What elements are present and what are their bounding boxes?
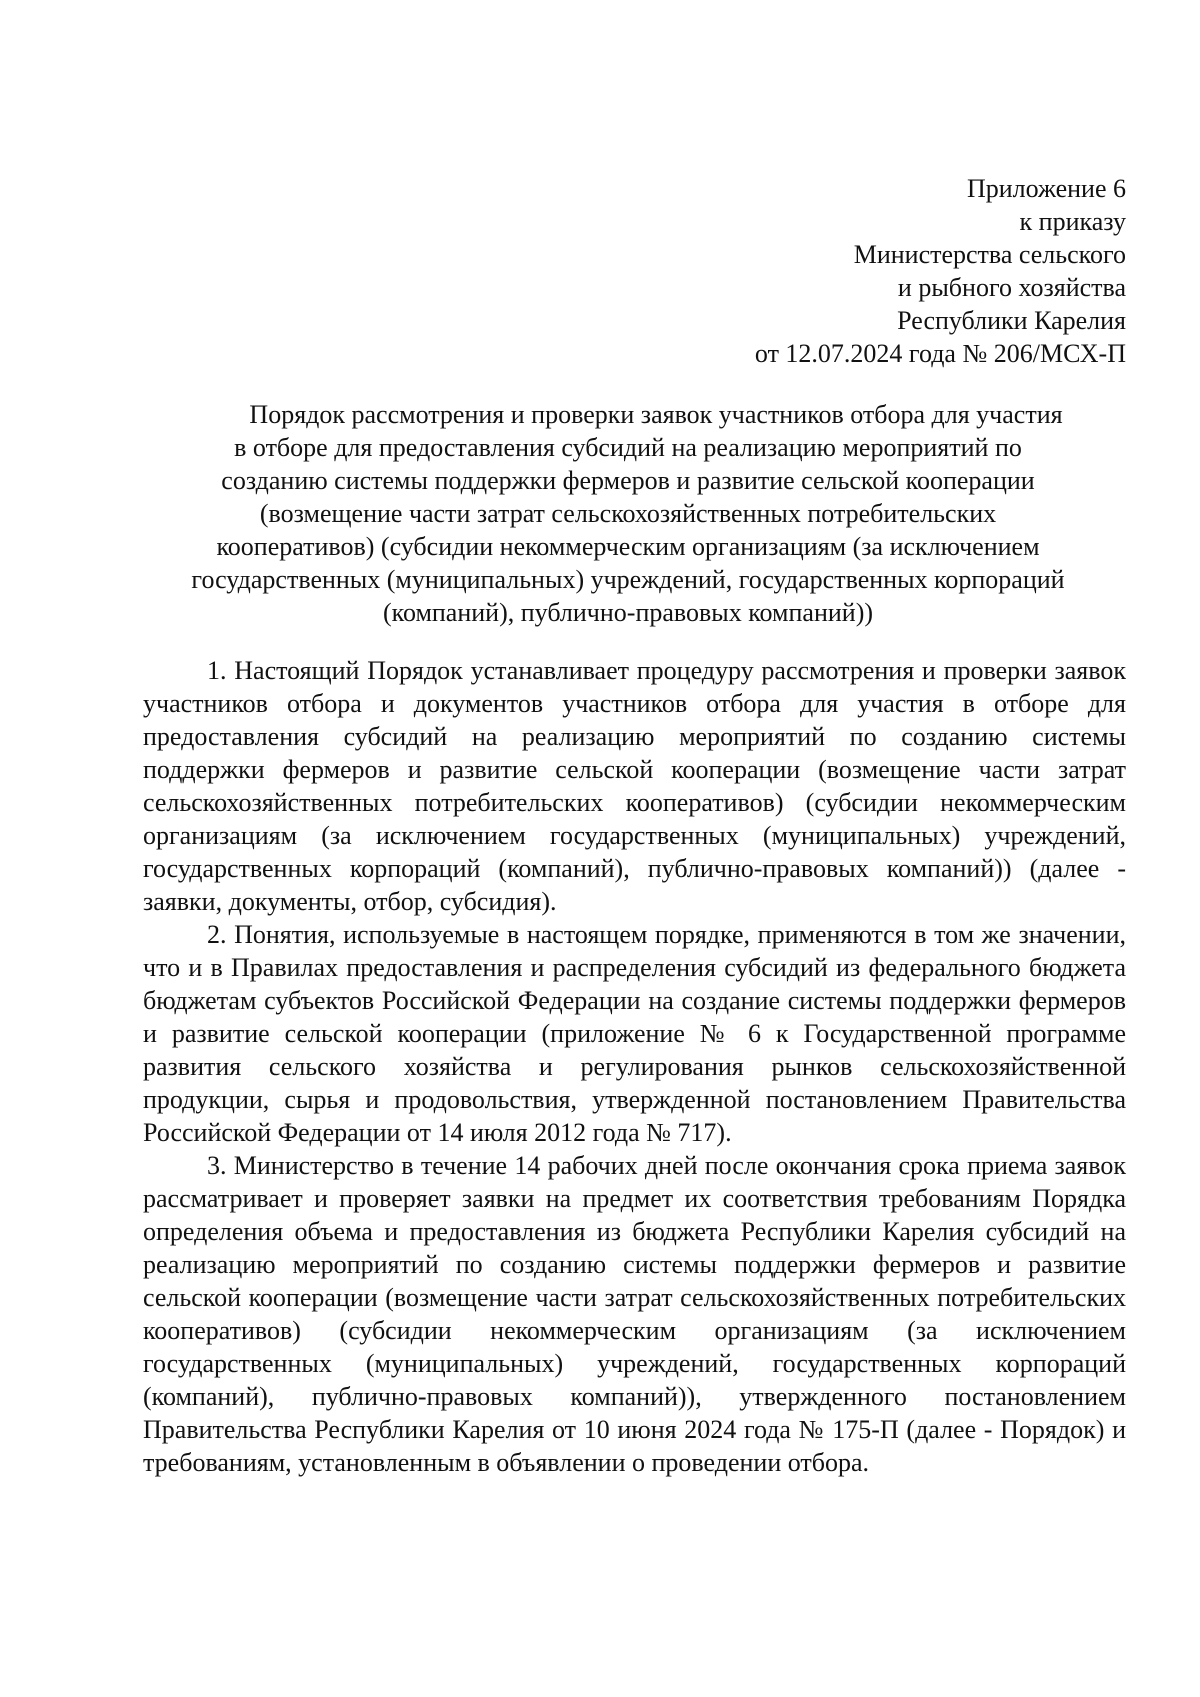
appendix-order-ref: к приказу	[1019, 207, 1126, 236]
appendix-republic: Республики Карелия	[897, 306, 1126, 335]
paragraph-3: 3. Министерство в течение 14 рабочих дней после окончания срока приема заявок рассматривает и проверяет заявки на предмет их соответствия требованиям Порядка определения объема и предоставления из бюджета Республики Карелия субсидий на реализацию мероприятий по созданию системы поддержки фермеров и развитие сельской кооперации (возмещение части затрат сельскохозяйственных потребительских кооперативов) (субсидии некоммерческим организациям (за исключением государственных (муниципальных) учреждений, государственных корпораций (компаний), публично-правовых компаний)), утвержденного постановлением Правительства Республики Карелия от 10 июня 2024 года № 175-П (далее - Порядок) и требованиям, установленным в объявлении о проведении отбора.	[143, 1151, 1126, 1477]
document-title	[130, 398, 1126, 629]
title-line: государственных (муниципальных) учреждений, государственных корпораций	[191, 565, 1065, 594]
appendix-order-date: от 12.07.2024 года № 206/МСХ-П	[754, 339, 1126, 368]
appendix-ministry-line-1: Министерства сельского	[853, 240, 1126, 269]
appendix-ministry-line-2: и рыбного хозяйства	[897, 273, 1126, 302]
title-line: кооперативов) (субсидии некоммерческим организациям (за исключением	[216, 532, 1040, 561]
title-line: (возмещение части затрат сельскохозяйственных потребительских	[259, 499, 997, 528]
appendix-header	[600, 172, 1126, 370]
title-line: в отборе для предоставления субсидий на реализацию мероприятий по	[234, 433, 1022, 462]
appendix-number: Приложение 6	[966, 174, 1126, 203]
paragraph-1: 1. Настоящий Порядок устанавливает процедуру рассмотрения и проверки заявок участников отбора и документов участников отбора для участия в отборе для предоставления субсидий на реализацию мероприятий по созданию системы поддержки фермеров и развитие сельской кооперации (возмещение части затрат сельскохозяйственных потребительских кооперативов) (субсидии некоммерческим организациям (за исключением государственных (муниципальных) учреждений, государственных корпораций (компаний), публично-правовых компаний)) (далее - заявки, документы, отбор, субсидия).	[143, 656, 1126, 916]
title-line: (компаний), публично-правовых компаний))	[382, 598, 874, 627]
document-body	[143, 654, 1126, 1479]
title-line: Порядок рассмотрения и проверки заявок участников отбора для участия	[249, 400, 1063, 429]
paragraph-2: 2. Понятия, используемые в настоящем порядке, применяются в том же значении, что и в Правилах предоставления и распределения субсидий из федерального бюджета бюджетам субъектов Российской Федерации на создание системы поддержки фермеров и развитие сельской кооперации (приложение № 6 к Государственной программе развития сельского хозяйства и регулирования рынков сельскохозяйственной продукции, сырья и продовольствия, утвержденной постановлением Правительства Российской Федерации от 14 июля 2012 года № 717).	[143, 920, 1126, 1147]
title-line: созданию системы поддержки фермеров и развитие сельской кооперации	[221, 466, 1035, 495]
